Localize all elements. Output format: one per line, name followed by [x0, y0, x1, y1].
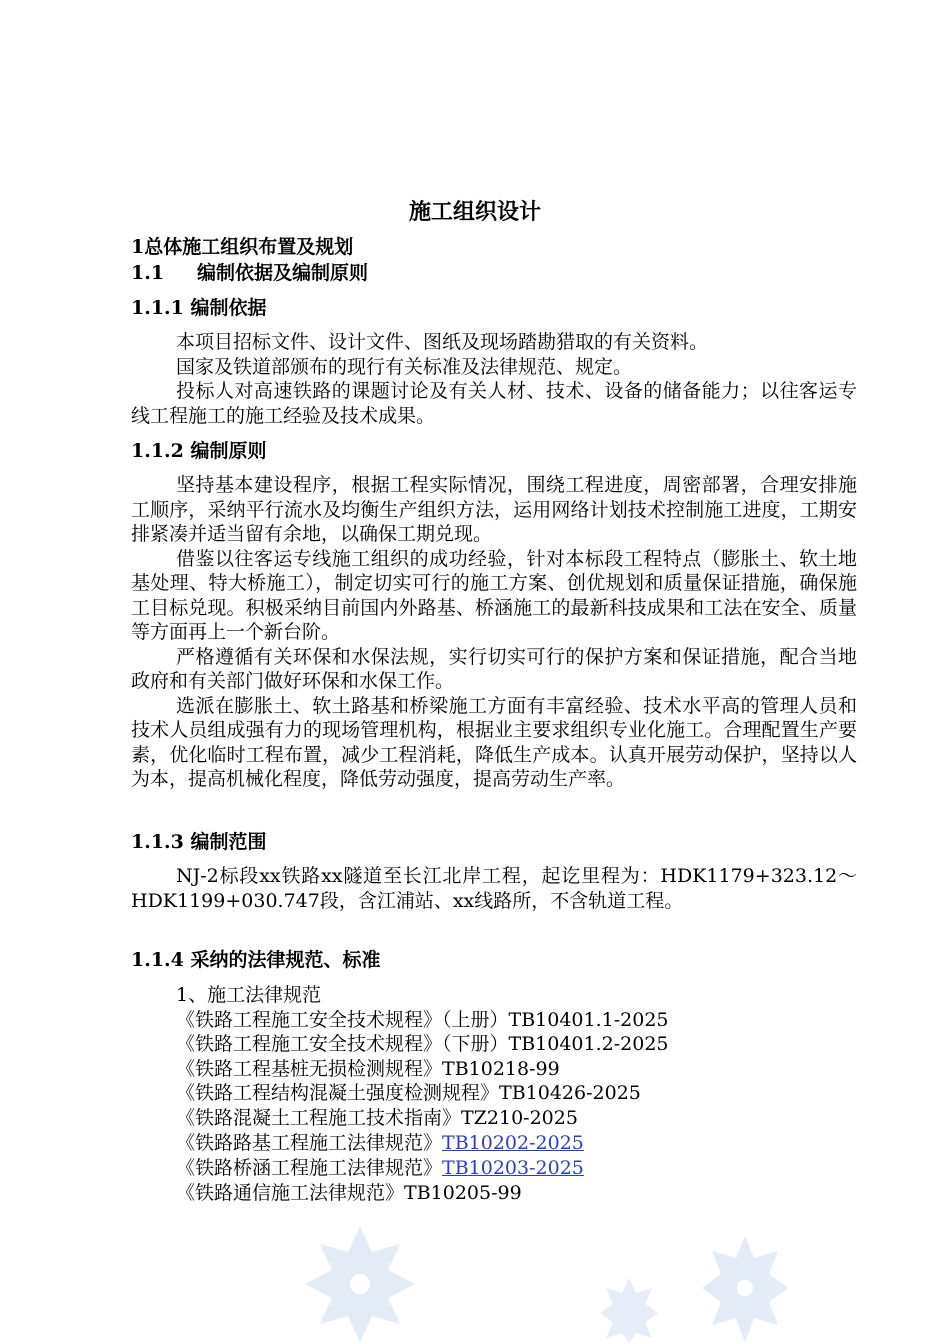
section-heading-1: 1总体施工组织布置及规划 [131, 236, 354, 258]
section-number: 1.1.3 [131, 831, 184, 853]
standard-code: TB10401.2-2025 [508, 1033, 669, 1055]
standard-item [176, 1057, 560, 1081]
section-text: 编制依据 [190, 297, 267, 319]
section-heading-1-1-1 [131, 295, 267, 321]
standard-code: TB10401.1-2025 [508, 1009, 669, 1031]
section-number: 1.1.1 [131, 297, 184, 319]
paragraph: 国家及铁道部颁布的现行有关标准及法律规范、规定。 [176, 355, 633, 378]
section-text: 编制依据及编制原则 [197, 262, 369, 284]
standard-item [176, 1106, 578, 1130]
paragraph: 坚持基本建设程序，根据工程实际情况，围绕工程进度，周密部署，合理安排施工顺序，采纳平行流水及均衡生产组织方法，运用网络计划技术控制施工进度，工期安排紧凑并适当留有余地，以确保工期兑现。 [131, 474, 857, 545]
paragraph: 选派在膨胀土、软土路基和桥梁施工方面有丰富经验、技术水平高的管理人员和技术人员组成强有力的现场管理机构，根据业主要求组织专业化施工。合理配置生产要素，优化临时工程布置，减少工程消耗，降低生产成本。认真开展劳动保护，坚持以人为本，提高机械化程度，降低劳动强度，提高劳动生产率。 [131, 694, 857, 790]
watermark-flower-icon [700, 1232, 790, 1344]
paragraph: 投标人对高速铁路的课题讨论及有关人材、技术、设备的储备能力；以往客运专线工程施工的施工经验及技术成果。 [131, 380, 857, 427]
paragraph: 本项目招标文件、设计文件、图纸及现场踏勘猎取的有关资料。 [176, 331, 709, 353]
standard-code: TZ210-2025 [461, 1107, 578, 1129]
standard-name: 《铁路工程基桩无损检测规程》 [176, 1058, 443, 1080]
section-number: 1.1.4 [131, 949, 184, 971]
standard-code: TB10205-99 [404, 1182, 522, 1204]
standard-code-link[interactable]: TB10203-2025 [442, 1157, 584, 1179]
watermark-flower-icon [598, 1275, 660, 1344]
section-number: 1.1 [131, 262, 165, 284]
section-text: 编制范围 [190, 831, 267, 853]
section-number: 1.1.2 [131, 440, 184, 462]
section-heading-1-1-2 [131, 438, 267, 464]
paragraph: 借鉴以往客运专线施工组织的成功经验，针对本标段工程特点（膨胀土、软土地基处理、特大桥施工），制定切实可行的施工方案、创优规划和质量保证措施，确保施工目标兑现。积极采纳目前国内外路基、桥涵施工的最新科技成果和工法在安全、质量等方面再上一个新台阶。 [131, 547, 857, 643]
document-title: 施工组织设计 [408, 199, 541, 225]
basis-section [131, 330, 857, 428]
standard-name: 《铁路工程施工安全技术规程》（下册） [176, 1033, 509, 1055]
standard-item [176, 1156, 584, 1180]
paragraph: 严格遵循有关环保和水保法规，实行切实可行的保护方案和保证措施，配合当地政府和有关部门做好环保和水保工作。 [131, 645, 857, 692]
law-list-title: 1、施工法律规范 [176, 984, 322, 1006]
standard-name: 《铁路工程结构混凝土强度检测规程》 [176, 1082, 500, 1104]
standard-item [176, 1081, 641, 1105]
standard-code: TB10218-99 [442, 1058, 560, 1080]
standard-item [176, 1032, 669, 1056]
scope-section [131, 864, 857, 913]
section-heading-1-1 [131, 260, 368, 286]
standard-name: 《铁路混凝土工程施工技术指南》 [176, 1107, 462, 1129]
standard-name: 《铁路桥涵工程施工法律规范》 [176, 1157, 443, 1179]
paragraph: NJ-2标段xx铁路xx隧道至长江北岸工程，起讫里程为：HDK1179+323.12～HDK1199+030.747段，含江浦站、xx线路所，不含轨道工程。 [131, 865, 857, 912]
watermark-flower-icon [300, 1222, 420, 1344]
standard-name: 《铁路工程施工安全技术规程》（上册） [176, 1009, 509, 1031]
standard-item [176, 1008, 669, 1032]
standard-name: 《铁路通信施工法律规范》 [176, 1182, 405, 1204]
section-heading-1-1-3 [131, 829, 267, 855]
section-heading-1-1-4 [131, 947, 381, 973]
standard-item [176, 1181, 522, 1205]
section-text: 采纳的法律规范、标准 [190, 949, 381, 971]
standard-name: 《铁路路基工程施工法律规范》 [176, 1132, 443, 1154]
standard-item [176, 1131, 584, 1155]
section-text: 编制原则 [190, 440, 267, 462]
standard-code-link[interactable]: TB10202-2025 [442, 1132, 584, 1154]
standard-code: TB10426-2025 [499, 1082, 641, 1104]
principle-section [131, 473, 857, 792]
